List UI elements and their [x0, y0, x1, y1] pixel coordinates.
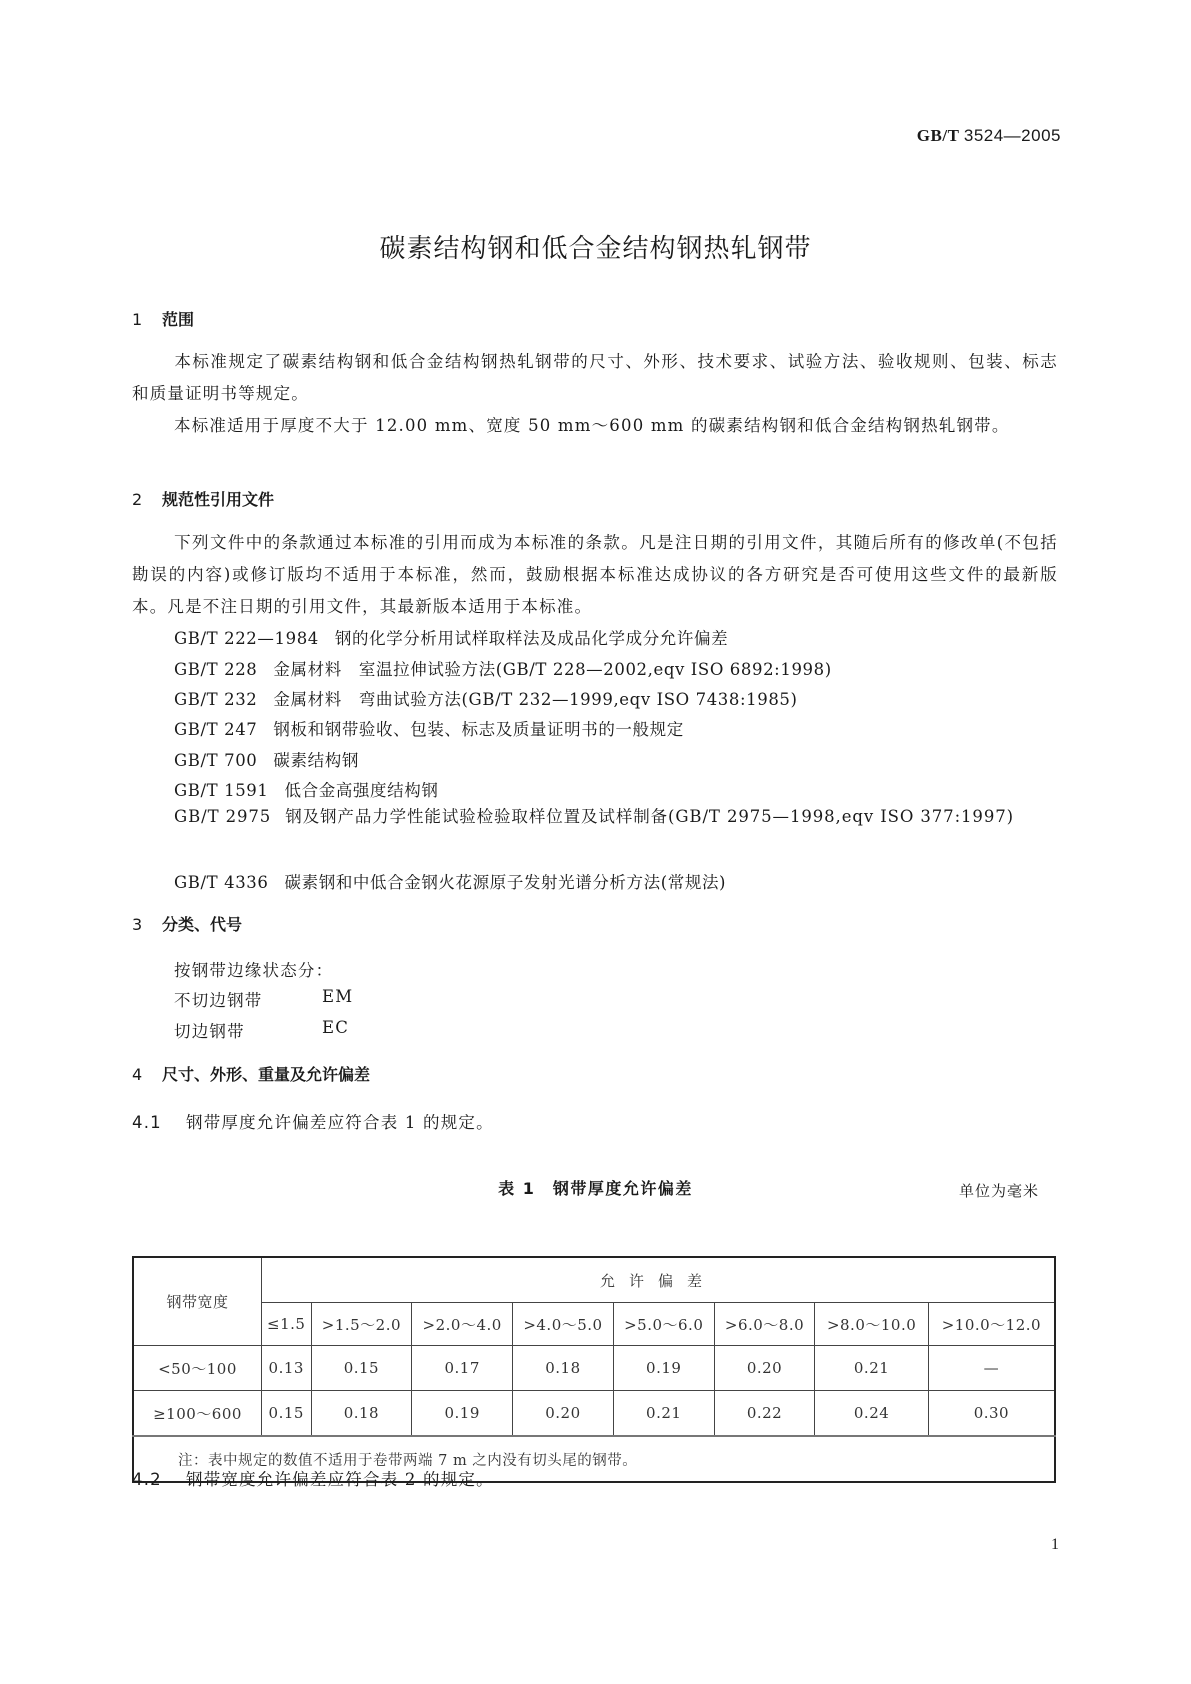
reference-item [174, 869, 726, 893]
classification-item [174, 1018, 350, 1042]
section-title: 尺寸、外形、重量及允许偏差 [162, 1065, 371, 1084]
standard-prefix: GB/T [916, 126, 960, 145]
reference-title: 钢的化学分析用试样取样法及成品化学成分允许偏差 [334, 629, 729, 648]
classification-label: 切边钢带 [174, 1022, 245, 1041]
reference-code: GB/T 2975 [174, 807, 272, 826]
section-3-heading [132, 912, 242, 935]
table-cell: 0.22 [714, 1391, 815, 1437]
clause-4-2 [132, 1466, 494, 1490]
classification-intro: 按钢带边缘状态分： [174, 961, 334, 980]
reference-code: GB/T 700 [174, 751, 258, 770]
reference-title: 碳素钢和中低合金钢火花源原子发射光谱分析方法(常规法) [284, 873, 727, 892]
reference-title: 低合金高强度结构钢 [284, 781, 439, 800]
table-cell: 0.30 [928, 1391, 1055, 1437]
table-row [133, 1346, 1055, 1391]
reference-title: 金属材料 弯曲试验方法(GB/T 232—1999,eqv ISO 7438:1985) [273, 690, 798, 709]
reference-code: GB/T 247 [174, 720, 258, 739]
section-title: 分类、代号 [162, 915, 243, 934]
section-title: 规范性引用文件 [162, 490, 275, 509]
table-cell: — [928, 1346, 1055, 1391]
column-header: >4.0～5.0 [513, 1303, 614, 1346]
reference-code: GB/T 232 [174, 690, 258, 709]
table-1-caption: 表 1 钢带厚度允许偏差 [498, 1179, 693, 1198]
section-number: 2 [132, 490, 143, 509]
reference-title: 钢板和钢带验收、包装、标志及质量证明书的一般规定 [273, 720, 684, 739]
table-cell: 0.15 [311, 1346, 412, 1391]
reference-item [174, 625, 728, 649]
clause-4-1 [132, 1109, 494, 1133]
table-cell: 0.13 [262, 1346, 312, 1391]
column-header: >5.0～6.0 [613, 1303, 714, 1346]
row-label: <50～100 [133, 1346, 262, 1391]
column-header: >6.0～8.0 [714, 1303, 815, 1346]
classification-code: EM [322, 987, 354, 1006]
classification-code: EC [322, 1018, 350, 1037]
clause-number: 4.1 [132, 1113, 162, 1132]
table-cell: 0.19 [412, 1391, 513, 1437]
row-label: ≥100～600 [133, 1391, 262, 1437]
reference-code: GB/T 228 [174, 660, 258, 679]
reference-code: GB/T 1591 [174, 781, 269, 800]
reference-item [132, 801, 1058, 833]
table-cell: 0.18 [513, 1346, 614, 1391]
table-row [133, 1391, 1055, 1437]
table-cell: 0.21 [613, 1391, 714, 1437]
column-header: >10.0～12.0 [928, 1303, 1055, 1346]
section-number: 4 [132, 1065, 143, 1084]
classification-item [174, 987, 354, 1011]
column-header: ≤1.5 [262, 1303, 312, 1346]
table-cell: 0.24 [815, 1391, 928, 1437]
reference-item [174, 716, 684, 740]
classification-label: 不切边钢带 [174, 991, 263, 1010]
standard-number: 3524—2005 [963, 126, 1061, 145]
reference-item [174, 686, 798, 710]
group-header: 允许偏差 [262, 1257, 1056, 1303]
scope-paragraph-2: 本标准适用于厚度不大于 12.00 mm、宽度 50 mm～600 mm 的碳素结构钢和低合金结构钢热轧钢带。 [174, 416, 1010, 435]
section-1-heading [132, 307, 194, 330]
reference-title: 金属材料 室温拉伸试验方法(GB/T 228—2002,eqv ISO 6892:1998) [273, 660, 832, 679]
standard-code [917, 126, 1061, 146]
table-1-unit: 单位为毫米 [958, 1182, 1039, 1200]
reference-item [174, 747, 359, 771]
scope-paragraph-1: 本标准规定了碳素结构钢和低合金结构钢热轧钢带的尺寸、外形、技术要求、试验方法、验收规则、包装、标志和质量证明书等规定。 [132, 352, 1058, 403]
references-intro-paragraph: 下列文件中的条款通过本标准的引用而成为本标准的条款。凡是注日期的引用文件，其随后所有的修改单(不包括勘误的内容)或修订版均不适用于本标准，然而，鼓励根据本标准达成协议的各方研究是否可使用这些文件的最新版本。凡是不注日期的引用文件，其最新版本适用于本标准。 [132, 533, 1058, 616]
section-2-heading [132, 487, 274, 510]
section-4-heading [132, 1062, 370, 1085]
clause-number: 4.2 [132, 1470, 162, 1489]
table-cell: 0.17 [412, 1346, 513, 1391]
section-title: 范围 [162, 310, 195, 329]
reference-item [174, 777, 438, 801]
column-header: >1.5～2.0 [311, 1303, 412, 1346]
table-cell: 0.20 [513, 1391, 614, 1437]
table-cell: 0.21 [815, 1346, 928, 1391]
reference-code: GB/T 4336 [174, 873, 269, 892]
reference-code: GB/T 222—1984 [174, 629, 319, 648]
table-cell: 0.20 [714, 1346, 815, 1391]
table-note: 注：表中规定的数值不适用于卷带两端 7 m 之内没有切头尾的钢带。 [133, 1436, 1055, 1482]
thickness-tolerance-table [132, 1256, 1056, 1483]
reference-item [174, 656, 832, 680]
table-cell: 0.19 [613, 1346, 714, 1391]
page-number: 1 [1051, 1536, 1059, 1553]
clause-text: 钢带宽度允许偏差应符合表 2 的规定。 [186, 1470, 494, 1489]
reference-title: 钢及钢产品力学性能试验检验取样位置及试样制备(GB/T 2975—1998,eqv ISO 377:1997) [285, 807, 1014, 826]
column-header: >2.0～4.0 [412, 1303, 513, 1346]
column-header: >8.0～10.0 [815, 1303, 928, 1346]
clause-text: 钢带厚度允许偏差应符合表 1 的规定。 [186, 1113, 494, 1132]
section-number: 3 [132, 915, 143, 934]
row-header-label: 钢带宽度 [133, 1257, 262, 1346]
document-title: 碳素结构钢和低合金结构钢热轧钢带 [379, 234, 812, 264]
reference-title: 碳素结构钢 [273, 751, 359, 770]
section-number: 1 [132, 310, 143, 329]
table-cell: 0.18 [311, 1391, 412, 1437]
table-cell: 0.15 [262, 1391, 312, 1437]
